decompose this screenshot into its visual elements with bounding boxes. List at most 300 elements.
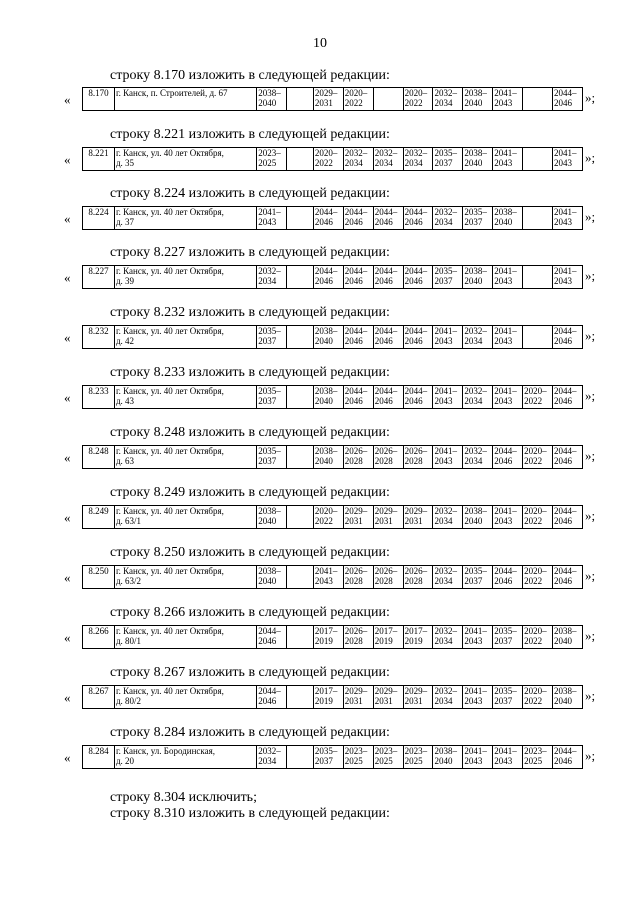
close-quote: »; — [585, 628, 596, 643]
year-cell — [257, 326, 287, 349]
year-cell — [553, 566, 583, 589]
year-end: 2046 — [314, 276, 333, 286]
edit-phrase: изложить в следующей редакции: — [188, 605, 390, 620]
table-row-line — [64, 445, 624, 469]
year-cell — [433, 326, 463, 349]
close-quote: »; — [585, 508, 596, 523]
year-start: 2020– — [524, 686, 547, 696]
year-end: 2040 — [434, 756, 453, 766]
year-start: 2041– — [554, 148, 577, 158]
year-cell — [343, 626, 373, 649]
row-reference: строку 8.227 — [110, 245, 186, 260]
year-cell — [493, 626, 523, 649]
year-cell — [343, 386, 373, 409]
year-end: 2046 — [404, 217, 423, 227]
year-start: 2032– — [434, 88, 457, 98]
year-end: 2040 — [554, 696, 573, 706]
year-start: 2044– — [404, 266, 428, 276]
year-cell — [343, 746, 373, 769]
year-cell — [523, 626, 553, 649]
year-cell — [373, 326, 403, 349]
year-start: 2044– — [344, 326, 368, 336]
year-start: 2017– — [314, 626, 338, 636]
year-cell — [403, 207, 433, 230]
year-start: 2029– — [314, 88, 338, 98]
year-start: 2035– — [464, 566, 487, 576]
edit-instruction — [110, 68, 390, 84]
year-start: 2044– — [344, 386, 368, 396]
year-end: 2034 — [344, 158, 363, 168]
table-row-line — [64, 206, 624, 230]
year-cell — [523, 566, 553, 589]
open-quote: « — [64, 330, 71, 345]
row-reference: строку 8.304 — [110, 790, 186, 805]
year-cell — [403, 88, 433, 111]
year-start: 2035– — [494, 686, 517, 696]
year-end: 2043 — [494, 336, 513, 346]
year-start: 2023– — [374, 746, 398, 756]
year-end: 2040 — [314, 396, 333, 406]
year-end: 2028 — [344, 636, 363, 646]
year-end: 2046 — [554, 336, 573, 346]
year-start: 2044– — [314, 266, 338, 276]
address-line: г. Канск, ул. 40 лет Октября, — [115, 506, 224, 516]
year-end: 2031 — [314, 98, 333, 108]
year-end: 2037 — [494, 696, 513, 706]
year-start: 2044– — [554, 386, 577, 396]
year-end: 2046 — [344, 396, 363, 406]
address-house: д. 39 — [115, 276, 135, 286]
row-reference: строку 8.266 — [110, 605, 186, 620]
year-start: 2041– — [314, 566, 338, 576]
year-end: 2043 — [554, 217, 573, 227]
year-cell — [463, 506, 493, 529]
edit-instruction — [110, 305, 390, 321]
year-cell — [313, 386, 343, 409]
year-end: 2031 — [374, 696, 393, 706]
year-cell — [553, 746, 583, 769]
table-row — [82, 325, 583, 349]
year-cell — [257, 207, 287, 230]
year-start: 2044– — [374, 386, 398, 396]
address-house: д. 35 — [115, 158, 135, 168]
open-quote: « — [64, 270, 71, 285]
open-quote: « — [64, 390, 71, 405]
year-start: 2023– — [524, 746, 547, 756]
year-start: 2017– — [404, 626, 428, 636]
year-cell — [287, 266, 314, 289]
open-quote: « — [64, 750, 71, 765]
address-house: д. 43 — [115, 396, 135, 406]
final-instruction — [110, 806, 390, 822]
year-start: 2026– — [374, 566, 398, 576]
year-start: 2032– — [344, 148, 368, 158]
year-start: 2041– — [494, 148, 517, 158]
year-cell — [257, 386, 287, 409]
address-cell — [114, 566, 256, 589]
row-reference: строку 8.310 — [110, 806, 186, 821]
year-cell — [463, 626, 493, 649]
year-start: 2032– — [258, 746, 281, 756]
year-end: 2022 — [524, 396, 543, 406]
year-end: 2034 — [374, 158, 393, 168]
year-end: 2028 — [374, 456, 393, 466]
year-end: 2043 — [464, 756, 483, 766]
year-end: 2040 — [494, 217, 513, 227]
year-end: 2046 — [258, 636, 277, 646]
edit-phrase: изложить в следующей редакции: — [188, 365, 390, 380]
year-end: 2022 — [524, 516, 543, 526]
year-end: 2028 — [344, 576, 363, 586]
year-start: 2041– — [434, 386, 457, 396]
year-end: 2040 — [464, 276, 483, 286]
year-end: 2043 — [494, 756, 513, 766]
row-reference: строку 8.221 — [110, 127, 186, 142]
year-start: 2044– — [404, 326, 428, 336]
table-row-line — [64, 87, 624, 111]
year-start: 2032– — [258, 266, 281, 276]
year-start: 2044– — [344, 266, 368, 276]
address-cell — [114, 626, 256, 649]
year-start: 2041– — [494, 386, 517, 396]
edit-phrase: изложить в следующей редакции: — [188, 305, 390, 320]
edit-instruction — [110, 186, 390, 202]
year-cell — [493, 386, 523, 409]
year-end: 2034 — [434, 696, 453, 706]
year-end: 2037 — [258, 396, 277, 406]
year-end: 2043 — [494, 276, 513, 286]
year-cell — [373, 207, 403, 230]
year-end: 2028 — [344, 456, 363, 466]
year-cell — [313, 506, 343, 529]
table-row-line — [64, 147, 624, 171]
edit-instruction — [110, 545, 390, 561]
year-cell — [287, 148, 314, 171]
row-reference: строку 8.233 — [110, 365, 186, 380]
year-end: 2019 — [314, 696, 333, 706]
address-cell — [114, 746, 256, 769]
year-cell — [403, 626, 433, 649]
year-end: 2028 — [374, 576, 393, 586]
year-cell — [463, 386, 493, 409]
address-cell — [114, 686, 256, 709]
year-cell — [343, 566, 373, 589]
table-row — [82, 385, 583, 409]
year-end: 2022 — [314, 516, 333, 526]
year-end: 2031 — [344, 696, 363, 706]
open-quote: « — [64, 152, 71, 167]
year-end: 2040 — [314, 456, 333, 466]
year-end: 2046 — [374, 396, 393, 406]
year-start: 2035– — [314, 746, 338, 756]
year-cell — [493, 148, 523, 171]
address-cell — [114, 386, 256, 409]
year-start: 2044– — [404, 386, 428, 396]
year-start: 2038– — [464, 266, 487, 276]
row-number-cell: 8.284 — [83, 746, 115, 769]
instruction-phrase: исключить; — [188, 790, 257, 805]
year-end: 2037 — [258, 336, 277, 346]
row-number-cell: 8.170 — [83, 88, 115, 111]
year-end: 2046 — [404, 396, 423, 406]
year-start: 2020– — [314, 148, 338, 158]
year-cell — [373, 686, 403, 709]
address-line: г. Канск, ул. 40 лет Октября, — [115, 446, 224, 456]
year-cell — [523, 207, 553, 230]
edit-phrase: изложить в следующей редакции: — [188, 545, 390, 560]
year-cell — [433, 266, 463, 289]
year-start: 2038– — [258, 506, 281, 516]
year-end: 2034 — [434, 217, 453, 227]
year-cell — [343, 148, 373, 171]
table-row-line — [64, 685, 624, 709]
close-quote: »; — [585, 150, 596, 165]
year-end: 2022 — [524, 636, 543, 646]
year-cell — [553, 506, 583, 529]
close-quote: »; — [585, 448, 596, 463]
year-start: 2020– — [524, 386, 547, 396]
year-cell — [523, 326, 553, 349]
row-reference: строку 8.249 — [110, 485, 186, 500]
year-cell — [373, 386, 403, 409]
year-end: 2046 — [344, 276, 363, 286]
year-cell — [433, 566, 463, 589]
year-end: 2043 — [434, 336, 453, 346]
year-end: 2028 — [404, 576, 423, 586]
year-cell — [287, 326, 314, 349]
edit-instruction — [110, 725, 390, 741]
year-cell — [433, 506, 463, 529]
address-house: д. 63/1 — [115, 516, 142, 526]
year-start: 2041– — [464, 746, 487, 756]
year-cell — [373, 566, 403, 589]
year-cell — [287, 207, 314, 230]
year-start: 2044– — [374, 326, 398, 336]
table-row-line — [64, 625, 624, 649]
year-start: 2041– — [494, 326, 517, 336]
address-line: г. Канск, ул. 40 лет Октября, — [115, 686, 224, 696]
row-reference: строку 8.248 — [110, 425, 186, 440]
year-cell — [373, 746, 403, 769]
edit-phrase: изложить в следующей редакции: — [188, 186, 390, 201]
year-cell — [403, 746, 433, 769]
year-end: 2031 — [404, 696, 423, 706]
year-cell — [463, 88, 493, 111]
instruction-phrase: изложить в следующей редакции: — [188, 806, 390, 821]
year-cell — [433, 626, 463, 649]
address-cell — [114, 446, 256, 469]
year-cell — [493, 446, 523, 469]
table-row-line — [64, 265, 624, 289]
edit-phrase: изложить в следующей редакции: — [188, 425, 390, 440]
close-quote: »; — [585, 90, 596, 105]
year-cell — [257, 506, 287, 529]
year-cell — [373, 148, 403, 171]
year-cell — [523, 746, 553, 769]
year-start: 2029– — [404, 686, 428, 696]
year-end: 2046 — [374, 336, 393, 346]
year-end: 2043 — [258, 217, 277, 227]
edit-instruction — [110, 365, 390, 381]
close-quote: »; — [585, 688, 596, 703]
year-end: 2034 — [258, 756, 277, 766]
year-start: 2035– — [258, 386, 281, 396]
year-cell — [313, 207, 343, 230]
year-end: 2046 — [404, 336, 423, 346]
year-start: 2044– — [344, 207, 368, 217]
table-row — [82, 147, 583, 171]
edit-instruction — [110, 245, 390, 261]
year-start: 2041– — [434, 326, 457, 336]
year-cell — [343, 326, 373, 349]
close-quote: »; — [585, 328, 596, 343]
year-end: 2037 — [434, 276, 453, 286]
year-start: 2032– — [434, 506, 457, 516]
year-end: 2046 — [554, 516, 573, 526]
year-start: 2020– — [344, 88, 368, 98]
address-house: д. 63 — [115, 456, 135, 466]
year-start: 2038– — [258, 88, 281, 98]
year-end: 2046 — [344, 217, 363, 227]
year-end: 2046 — [374, 276, 393, 286]
year-end: 2025 — [374, 756, 393, 766]
year-cell — [493, 266, 523, 289]
row-number-cell: 8.249 — [83, 506, 115, 529]
edit-phrase: изложить в следующей редакции: — [188, 245, 390, 260]
address-house: д. 20 — [115, 756, 135, 766]
year-start: 2044– — [554, 88, 577, 98]
year-cell — [403, 566, 433, 589]
year-end: 2043 — [434, 456, 453, 466]
year-start: 2026– — [344, 626, 368, 636]
year-cell — [403, 446, 433, 469]
year-end: 2046 — [374, 217, 393, 227]
year-start: 2029– — [344, 506, 368, 516]
year-end: 2034 — [434, 576, 453, 586]
year-start: 2044– — [494, 446, 517, 456]
year-cell — [287, 686, 314, 709]
year-cell — [403, 266, 433, 289]
year-start: 2032– — [374, 148, 398, 158]
row-number-cell: 8.266 — [83, 626, 115, 649]
year-cell — [287, 386, 314, 409]
address-cell — [114, 88, 256, 111]
year-end: 2043 — [464, 636, 483, 646]
address-cell — [114, 506, 256, 529]
edit-instruction — [110, 485, 390, 501]
year-start: 2044– — [374, 207, 398, 217]
year-start: 2035– — [434, 148, 457, 158]
year-cell — [553, 326, 583, 349]
year-start: 2026– — [404, 446, 428, 456]
year-start: 2044– — [374, 266, 398, 276]
table-row — [82, 505, 583, 529]
year-end: 2040 — [258, 516, 277, 526]
year-end: 2046 — [554, 456, 573, 466]
year-end: 2046 — [554, 98, 573, 108]
year-cell — [493, 746, 523, 769]
year-start: 2035– — [258, 446, 281, 456]
open-quote: « — [64, 690, 71, 705]
year-cell — [553, 446, 583, 469]
year-cell — [403, 148, 433, 171]
year-cell — [553, 88, 583, 111]
year-start: 2020– — [524, 446, 547, 456]
year-cell — [257, 746, 287, 769]
year-cell — [373, 266, 403, 289]
year-start: 2038– — [258, 566, 281, 576]
table-row — [82, 445, 583, 469]
year-cell — [553, 626, 583, 649]
year-start: 2038– — [464, 88, 487, 98]
final-instruction — [110, 790, 257, 806]
year-start: 2041– — [464, 626, 487, 636]
year-start: 2038– — [434, 746, 457, 756]
row-number-cell: 8.248 — [83, 446, 115, 469]
year-end: 2046 — [404, 276, 423, 286]
year-start: 2041– — [494, 506, 517, 516]
year-start: 2017– — [314, 686, 338, 696]
year-cell — [433, 207, 463, 230]
year-cell — [313, 326, 343, 349]
row-reference: строку 8.170 — [110, 68, 186, 83]
year-start: 2032– — [404, 148, 428, 158]
year-end: 2037 — [314, 756, 333, 766]
year-cell — [313, 266, 343, 289]
table-row — [82, 87, 583, 111]
row-reference: строку 8.224 — [110, 186, 186, 201]
year-cell — [257, 266, 287, 289]
row-number-cell: 8.221 — [83, 148, 115, 171]
address-cell — [114, 207, 256, 230]
year-end: 2031 — [344, 516, 363, 526]
year-cell — [523, 266, 553, 289]
year-cell — [523, 686, 553, 709]
year-start: 2020– — [404, 88, 428, 98]
row-number-cell: 8.224 — [83, 207, 115, 230]
year-start: 2044– — [314, 207, 338, 217]
open-quote: « — [64, 570, 71, 585]
year-end: 2022 — [524, 696, 543, 706]
year-end: 2043 — [554, 158, 573, 168]
year-start: 2020– — [524, 506, 547, 516]
year-cell — [403, 506, 433, 529]
year-start: 2029– — [374, 506, 398, 516]
open-quote: « — [64, 92, 71, 107]
year-end: 2025 — [524, 756, 543, 766]
year-start: 2044– — [554, 746, 577, 756]
year-cell — [523, 88, 553, 111]
year-start: 2026– — [344, 446, 368, 456]
year-start: 2041– — [434, 446, 457, 456]
year-cell — [523, 506, 553, 529]
year-cell — [257, 686, 287, 709]
year-start: 2038– — [314, 386, 338, 396]
year-start: 2020– — [524, 566, 547, 576]
year-end: 2046 — [258, 696, 277, 706]
address-house: д. 80/1 — [115, 636, 142, 646]
year-cell — [313, 446, 343, 469]
year-end: 2034 — [404, 158, 423, 168]
edit-instruction — [110, 605, 390, 621]
year-start: 2032– — [434, 207, 457, 217]
address-line: г. Канск, ул. 40 лет Октября, — [115, 386, 224, 396]
year-end: 2019 — [314, 636, 333, 646]
year-end: 2034 — [434, 98, 453, 108]
year-end: 2031 — [374, 516, 393, 526]
year-end: 2037 — [258, 456, 277, 466]
close-quote: »; — [585, 388, 596, 403]
